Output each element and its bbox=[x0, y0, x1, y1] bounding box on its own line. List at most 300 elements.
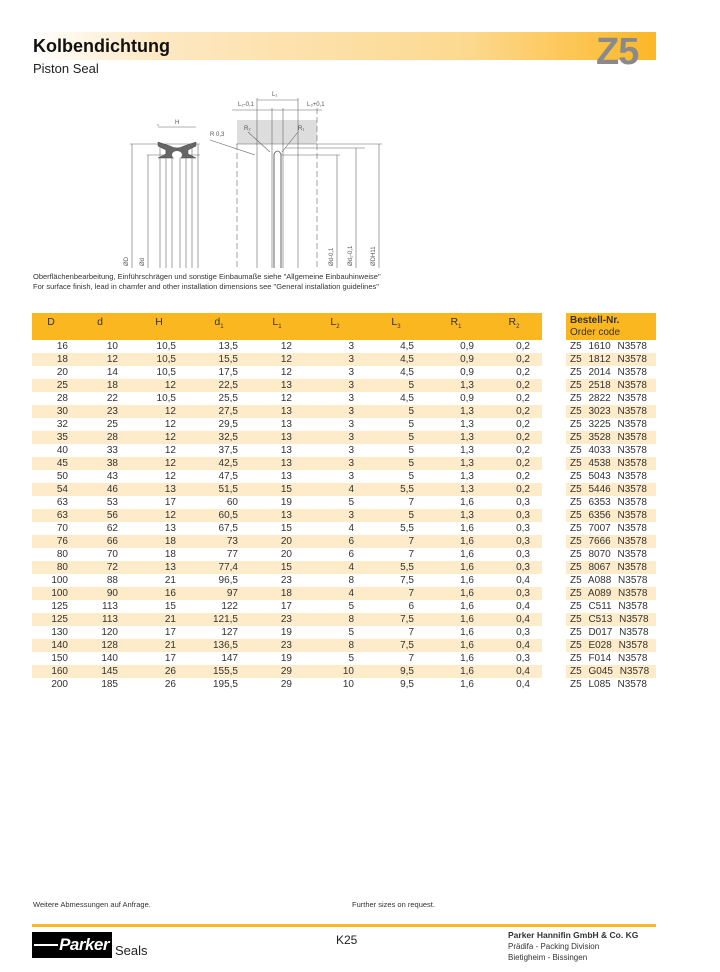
cell-d1: 17,5 bbox=[218, 367, 238, 378]
cell-d: 120 bbox=[101, 627, 118, 638]
col-header-L3: $L_3$ bbox=[366, 313, 426, 340]
cell-l1: 15 bbox=[250, 561, 304, 574]
cell-order-code: Z5 A088 N3578 bbox=[570, 575, 648, 586]
cell-d: 50 bbox=[56, 471, 68, 482]
cell-d1: 77,4 bbox=[188, 561, 250, 574]
cell-r2: 0,2 bbox=[486, 353, 542, 366]
cell-l3: 5 bbox=[366, 509, 426, 522]
cell-l3: 4,5 bbox=[400, 367, 414, 378]
cell-r1: 1,6 bbox=[460, 627, 474, 638]
cell-d: 56 bbox=[70, 509, 130, 522]
table-row bbox=[32, 665, 656, 678]
column-gap bbox=[542, 470, 566, 483]
cell-d: 130 bbox=[51, 627, 68, 638]
column-gap bbox=[542, 678, 566, 691]
cell-d: 62 bbox=[106, 523, 118, 534]
cell-d1: 25,5 bbox=[218, 393, 238, 404]
cell-l2: 5 bbox=[348, 653, 354, 664]
cell-r1: 1,6 bbox=[460, 497, 474, 508]
cell-d1: 97 bbox=[188, 587, 250, 600]
cell-h: 26 bbox=[130, 665, 188, 678]
cell-d1: 29,5 bbox=[218, 419, 238, 430]
column-gap bbox=[542, 509, 566, 522]
cell-l2: 4 bbox=[304, 587, 366, 600]
cell-r1: 0,9 bbox=[426, 353, 486, 366]
label-R2: R₂ bbox=[244, 126, 251, 132]
cell-l1: 20 bbox=[250, 535, 304, 548]
cell-d1: 60,5 bbox=[188, 509, 250, 522]
cell-r2: 0,3 bbox=[486, 587, 542, 600]
page-title: Kolbendichtung bbox=[33, 36, 170, 56]
column-gap bbox=[542, 379, 566, 392]
footer-divider bbox=[32, 924, 656, 927]
cell-l2: 3 bbox=[348, 419, 354, 430]
cell-l2: 3 bbox=[304, 431, 366, 444]
cell-r2: 0,3 bbox=[516, 523, 530, 534]
cell-d1: 147 bbox=[221, 653, 238, 664]
col-header-order-code bbox=[566, 313, 656, 340]
col-header-D: D bbox=[32, 313, 70, 340]
cell-order-code: Z5 3528 N3578 bbox=[566, 431, 656, 444]
installation-note-de: Oberflächenbearbeitung, Einführschrägen und sonstige Einbaumaße siehe "Allgemeine Einbauhinweise" bbox=[33, 272, 381, 281]
cell-l3: 5 bbox=[366, 405, 426, 418]
cell-d: 128 bbox=[70, 639, 130, 652]
cell-r2: 0,3 bbox=[516, 549, 530, 560]
cell-r1: 1,3 bbox=[426, 431, 486, 444]
cell-r1: 1,3 bbox=[426, 405, 486, 418]
cell-d1: 15,5 bbox=[188, 353, 250, 366]
table-row bbox=[32, 431, 656, 444]
cell-d: 63 bbox=[32, 509, 70, 522]
cell-order-code: Z5 6356 N3578 bbox=[566, 509, 656, 522]
cell-d: 46 bbox=[70, 483, 130, 496]
label-L3: L₃+0,1 bbox=[307, 102, 325, 108]
cell-d: 38 bbox=[70, 457, 130, 470]
cell-order-code: Z5 2014 N3578 bbox=[570, 367, 647, 378]
table-row bbox=[32, 548, 656, 561]
cell-d: 160 bbox=[32, 665, 70, 678]
table-row bbox=[32, 600, 656, 613]
company-name: Parker Hannifin GmbH & Co. KG bbox=[508, 930, 639, 940]
cell-d: 10 bbox=[106, 341, 118, 352]
cell-h: 12 bbox=[130, 431, 188, 444]
cell-l2: 3 bbox=[348, 393, 354, 404]
cell-d: 113 bbox=[70, 613, 130, 626]
cell-h: 10,5 bbox=[156, 341, 176, 352]
cell-d1: 67,5 bbox=[218, 523, 238, 534]
table-row bbox=[32, 366, 656, 379]
cell-r1: 1,6 bbox=[460, 601, 474, 612]
table-row bbox=[32, 522, 656, 535]
cell-h: 12 bbox=[130, 405, 188, 418]
cell-l2: 8 bbox=[304, 613, 366, 626]
cell-d: 43 bbox=[106, 471, 118, 482]
cell-l2: 10 bbox=[342, 679, 354, 690]
cell-l3: 7 bbox=[408, 653, 414, 664]
column-gap bbox=[542, 353, 566, 366]
cell-h: 15 bbox=[164, 601, 176, 612]
column-gap bbox=[542, 548, 566, 561]
cell-order-code: Z5 8067 N3578 bbox=[566, 561, 656, 574]
cell-l3: 5 bbox=[408, 419, 414, 430]
cell-d: 100 bbox=[51, 575, 68, 586]
cell-order-code: Z5 6353 N3578 bbox=[570, 497, 647, 508]
installation-note-en: For surface finish, lead in chamfer and other installation dimensions see "General installation guidelines" bbox=[33, 282, 379, 291]
cell-l1: 13 bbox=[250, 379, 304, 392]
table-row bbox=[32, 652, 656, 665]
column-gap bbox=[542, 600, 566, 613]
label-R03: R 0,3 bbox=[210, 132, 225, 138]
column-gap bbox=[542, 392, 566, 405]
cell-d1: 42,5 bbox=[188, 457, 250, 470]
cell-r1: 0,9 bbox=[460, 341, 474, 352]
svg-text:ØDH11: ØDH11 bbox=[371, 246, 377, 266]
cell-r2: 0,4 bbox=[486, 613, 542, 626]
cell-l3: 5,5 bbox=[366, 483, 426, 496]
table-row bbox=[32, 509, 656, 522]
table-row bbox=[32, 613, 656, 626]
cell-r2: 0,4 bbox=[486, 665, 542, 678]
cell-l2: 4 bbox=[304, 483, 366, 496]
footer-note-de: Weitere Abmessungen auf Anfrage. bbox=[33, 900, 151, 909]
cell-d1: 27,5 bbox=[188, 405, 250, 418]
column-gap bbox=[542, 587, 566, 600]
cell-l1: 17 bbox=[280, 601, 292, 612]
cell-d: 100 bbox=[32, 587, 70, 600]
cell-h: 21 bbox=[164, 575, 176, 586]
cell-r2: 0,2 bbox=[516, 445, 530, 456]
column-gap bbox=[542, 340, 566, 353]
svg-text:Ød₁-0,1: Ød₁-0,1 bbox=[348, 245, 354, 266]
col-header-H: H bbox=[130, 313, 188, 340]
cell-d1: 47,5 bbox=[218, 471, 238, 482]
cell-l1: 23 bbox=[280, 575, 292, 586]
cell-order-code: Z5 7007 N3578 bbox=[570, 523, 647, 534]
cell-order-code: Z5 3023 N3578 bbox=[566, 405, 656, 418]
table-row bbox=[32, 483, 656, 496]
cell-h: 21 bbox=[130, 639, 188, 652]
cell-r1: 1,3 bbox=[426, 509, 486, 522]
cell-r1: 1,6 bbox=[460, 575, 474, 586]
cell-h: 21 bbox=[130, 613, 188, 626]
cell-l1: 12 bbox=[280, 367, 292, 378]
cell-r2: 0,3 bbox=[486, 561, 542, 574]
cell-r2: 0,2 bbox=[516, 341, 530, 352]
cell-h: 17 bbox=[164, 627, 176, 638]
col-header-R2: $R_2$ bbox=[486, 313, 542, 340]
cell-order-code: Z5 C511 N3578 bbox=[570, 601, 648, 612]
cell-d: 28 bbox=[56, 393, 68, 404]
cell-l2: 3 bbox=[348, 367, 354, 378]
cell-order-code: Z5 L085 N3578 bbox=[570, 679, 647, 690]
cell-l3: 4,5 bbox=[400, 341, 414, 352]
column-gap bbox=[542, 405, 566, 418]
cell-d: 45 bbox=[32, 457, 70, 470]
cell-d: 72 bbox=[70, 561, 130, 574]
cell-order-code: Z5 A089 N3578 bbox=[566, 587, 656, 600]
cell-d1: 60 bbox=[226, 497, 238, 508]
cell-order-code: Z5 1610 N3578 bbox=[570, 341, 647, 352]
cell-l2: 8 bbox=[304, 639, 366, 652]
cell-d: 35 bbox=[32, 431, 70, 444]
cell-l2: 4 bbox=[304, 561, 366, 574]
dimensions-table bbox=[32, 313, 656, 691]
table-row bbox=[32, 405, 656, 418]
cell-d: 63 bbox=[56, 497, 68, 508]
cell-d: 80 bbox=[56, 549, 68, 560]
cell-r1: 1,3 bbox=[460, 419, 474, 430]
cell-l3: 5,5 bbox=[366, 561, 426, 574]
cell-d1: 127 bbox=[221, 627, 238, 638]
cell-l3: 7,5 bbox=[366, 639, 426, 652]
cell-r2: 0,4 bbox=[516, 575, 530, 586]
cell-r1: 1,6 bbox=[426, 665, 486, 678]
cell-d1: 22,5 bbox=[188, 379, 250, 392]
cell-r2: 0,3 bbox=[516, 627, 530, 638]
cell-d: 16 bbox=[56, 341, 68, 352]
cell-l3: 7 bbox=[366, 535, 426, 548]
cell-l1: 18 bbox=[250, 587, 304, 600]
cell-l2: 3 bbox=[304, 457, 366, 470]
cell-h: 13 bbox=[164, 523, 176, 534]
table-row bbox=[32, 626, 656, 639]
column-gap bbox=[542, 639, 566, 652]
cell-r2: 0,2 bbox=[516, 367, 530, 378]
cell-r1: 1,3 bbox=[426, 457, 486, 470]
cell-r2: 0,3 bbox=[486, 535, 542, 548]
table-row bbox=[32, 587, 656, 600]
cell-l3: 4,5 bbox=[366, 353, 426, 366]
cell-l2: 3 bbox=[304, 509, 366, 522]
cell-d: 140 bbox=[101, 653, 118, 664]
cell-l1: 23 bbox=[250, 613, 304, 626]
cell-h: 17 bbox=[164, 497, 176, 508]
label-L2: L₂-0,1 bbox=[238, 102, 255, 108]
cell-h: 17 bbox=[164, 653, 176, 664]
cell-r1: 1,6 bbox=[460, 523, 474, 534]
cell-d1: 121,5 bbox=[188, 613, 250, 626]
col-header-d1: $d_1$ bbox=[188, 313, 250, 340]
cell-d: 33 bbox=[106, 445, 118, 456]
cell-d: 125 bbox=[32, 613, 70, 626]
footer-note-en: Further sizes on request. bbox=[352, 900, 435, 909]
cell-h: 12 bbox=[164, 445, 176, 456]
cell-r1: 1,6 bbox=[460, 653, 474, 664]
cell-d1: 77 bbox=[226, 549, 238, 560]
cell-d: 28 bbox=[70, 431, 130, 444]
cell-d: 66 bbox=[70, 535, 130, 548]
cell-r1: 1,3 bbox=[460, 445, 474, 456]
company-division: Prädifa - Packing Division bbox=[508, 942, 600, 951]
cell-order-code: Z5 4033 N3578 bbox=[570, 445, 647, 456]
cell-l2: 3 bbox=[348, 471, 354, 482]
cell-h: 12 bbox=[164, 419, 176, 430]
cell-l1: 20 bbox=[280, 549, 292, 560]
column-gap bbox=[542, 652, 566, 665]
cell-d: 90 bbox=[70, 587, 130, 600]
cell-r2: 0,2 bbox=[516, 471, 530, 482]
cell-l1: 29 bbox=[280, 679, 292, 690]
cell-r1: 1,3 bbox=[426, 483, 486, 496]
cell-r2: 0,2 bbox=[486, 431, 542, 444]
cell-l3: 5 bbox=[366, 431, 426, 444]
cell-d: 30 bbox=[32, 405, 70, 418]
cell-r2: 0,4 bbox=[486, 639, 542, 652]
cell-l3: 9,5 bbox=[400, 679, 414, 690]
table-row bbox=[32, 561, 656, 574]
cell-r1: 1,6 bbox=[460, 549, 474, 560]
table-row bbox=[32, 444, 656, 457]
column-gap bbox=[542, 561, 566, 574]
table-row bbox=[32, 418, 656, 431]
cell-l2: 6 bbox=[304, 535, 366, 548]
column-gap bbox=[542, 574, 566, 587]
cell-l1: 13 bbox=[250, 509, 304, 522]
cell-h: 26 bbox=[164, 679, 176, 690]
cell-r2: 0,2 bbox=[516, 419, 530, 430]
cell-d1: 32,5 bbox=[188, 431, 250, 444]
label-R1: R₁ bbox=[298, 126, 305, 132]
cell-d: 113 bbox=[102, 601, 118, 612]
cell-d: 70 bbox=[56, 523, 68, 534]
company-location: Bietigheim - Bissingen bbox=[508, 953, 588, 962]
cell-order-code: Z5 5446 N3578 bbox=[566, 483, 656, 496]
table-row bbox=[32, 392, 656, 405]
cell-l2: 3 bbox=[348, 341, 354, 352]
cell-l2: 5 bbox=[348, 497, 354, 508]
cell-d: 40 bbox=[56, 445, 68, 456]
cell-r2: 0,2 bbox=[486, 405, 542, 418]
cell-order-code: Z5 8070 N3578 bbox=[570, 549, 647, 560]
order-header-de: Bestell-Nr. bbox=[570, 315, 620, 326]
table-row bbox=[32, 353, 656, 366]
logo-suffix: Seals bbox=[115, 943, 148, 958]
cell-l1: 12 bbox=[280, 341, 292, 352]
cell-l1: 13 bbox=[250, 431, 304, 444]
cell-r1: 1,6 bbox=[460, 679, 474, 690]
cell-l3: 5 bbox=[366, 457, 426, 470]
cell-r2: 0,2 bbox=[516, 393, 530, 404]
cell-r1: 1,6 bbox=[426, 613, 486, 626]
table-row bbox=[32, 678, 656, 691]
cell-l3: 4,5 bbox=[400, 393, 414, 404]
label-H: H bbox=[175, 120, 180, 126]
cell-d: 140 bbox=[32, 639, 70, 652]
cell-l3: 7 bbox=[408, 549, 414, 560]
cell-r1: 1,6 bbox=[426, 535, 486, 548]
column-gap bbox=[542, 626, 566, 639]
table-row bbox=[32, 457, 656, 470]
cell-l2: 10 bbox=[304, 665, 366, 678]
column-gap bbox=[542, 522, 566, 535]
cell-h: 12 bbox=[164, 471, 176, 482]
cell-d: 12 bbox=[70, 353, 130, 366]
cell-l3: 9,5 bbox=[366, 665, 426, 678]
cell-d1: 122 bbox=[221, 601, 238, 612]
column-gap bbox=[542, 665, 566, 678]
cell-l1: 13 bbox=[250, 405, 304, 418]
cell-l2: 4 bbox=[348, 523, 354, 534]
cell-d: 54 bbox=[32, 483, 70, 496]
column-gap bbox=[542, 457, 566, 470]
table-row bbox=[32, 470, 656, 483]
cell-order-code: Z5 E028 N3578 bbox=[566, 639, 656, 652]
cell-l3: 7 bbox=[366, 587, 426, 600]
cell-r1: 1,6 bbox=[426, 587, 486, 600]
column-gap bbox=[542, 313, 566, 340]
cell-d: 25 bbox=[106, 419, 118, 430]
cell-order-code: Z5 G045 N3578 bbox=[566, 665, 656, 678]
col-header-d: d bbox=[70, 313, 130, 340]
cell-r1: 1,3 bbox=[460, 471, 474, 482]
cell-d: 88 bbox=[106, 575, 118, 586]
cell-d: 18 bbox=[70, 379, 130, 392]
cell-l1: 12 bbox=[280, 393, 292, 404]
cell-r2: 0,3 bbox=[516, 653, 530, 664]
table-row bbox=[32, 535, 656, 548]
cell-l1: 12 bbox=[250, 353, 304, 366]
cell-l3: 7 bbox=[408, 627, 414, 638]
cell-l1: 13 bbox=[280, 445, 292, 456]
table-row bbox=[32, 574, 656, 587]
cell-l2: 8 bbox=[348, 575, 354, 586]
cell-d: 76 bbox=[32, 535, 70, 548]
cell-l3: 7,5 bbox=[366, 613, 426, 626]
page-number: K25 bbox=[336, 933, 358, 947]
cell-d: 14 bbox=[106, 367, 118, 378]
column-gap bbox=[542, 613, 566, 626]
cell-d: 200 bbox=[51, 679, 68, 690]
column-gap bbox=[542, 431, 566, 444]
cell-d: 185 bbox=[101, 679, 118, 690]
cell-d1: 195,5 bbox=[212, 679, 238, 690]
cell-l3: 5 bbox=[366, 379, 426, 392]
cell-r2: 0,4 bbox=[516, 679, 530, 690]
col-header-R1: $R_1$ bbox=[426, 313, 486, 340]
cell-l1: 15 bbox=[250, 483, 304, 496]
cell-l2: 5 bbox=[348, 601, 354, 612]
cell-l1: 19 bbox=[280, 627, 292, 638]
cell-d1: 96,5 bbox=[218, 575, 238, 586]
cell-order-code: Z5 2822 N3578 bbox=[570, 393, 647, 404]
column-gap bbox=[542, 535, 566, 548]
cell-l2: 3 bbox=[348, 445, 354, 456]
cell-l1: 19 bbox=[280, 653, 292, 664]
cell-d1: 73 bbox=[188, 535, 250, 548]
cell-order-code: Z5 3225 N3578 bbox=[570, 419, 647, 430]
cell-r2: 0,3 bbox=[486, 509, 542, 522]
cell-l2: 5 bbox=[348, 627, 354, 638]
cell-r1: 1,3 bbox=[426, 379, 486, 392]
cell-r2: 0,2 bbox=[486, 483, 542, 496]
cell-r2: 0,3 bbox=[516, 497, 530, 508]
svg-text:ØD: ØD bbox=[124, 257, 130, 266]
cell-l3: 5 bbox=[408, 471, 414, 482]
cell-d: 25 bbox=[32, 379, 70, 392]
column-gap bbox=[542, 366, 566, 379]
seal-installation-drawing bbox=[120, 84, 440, 270]
cell-r2: 0,4 bbox=[516, 601, 530, 612]
cell-r2: 0,2 bbox=[486, 379, 542, 392]
cell-d: 145 bbox=[70, 665, 130, 678]
table-row bbox=[32, 379, 656, 392]
cell-r1: 0,9 bbox=[460, 367, 474, 378]
cell-l1: 29 bbox=[250, 665, 304, 678]
table-row bbox=[32, 639, 656, 652]
col-header-L2: $L_2$ bbox=[304, 313, 366, 340]
cell-l1: 15 bbox=[280, 523, 292, 534]
cell-d: 150 bbox=[51, 653, 68, 664]
